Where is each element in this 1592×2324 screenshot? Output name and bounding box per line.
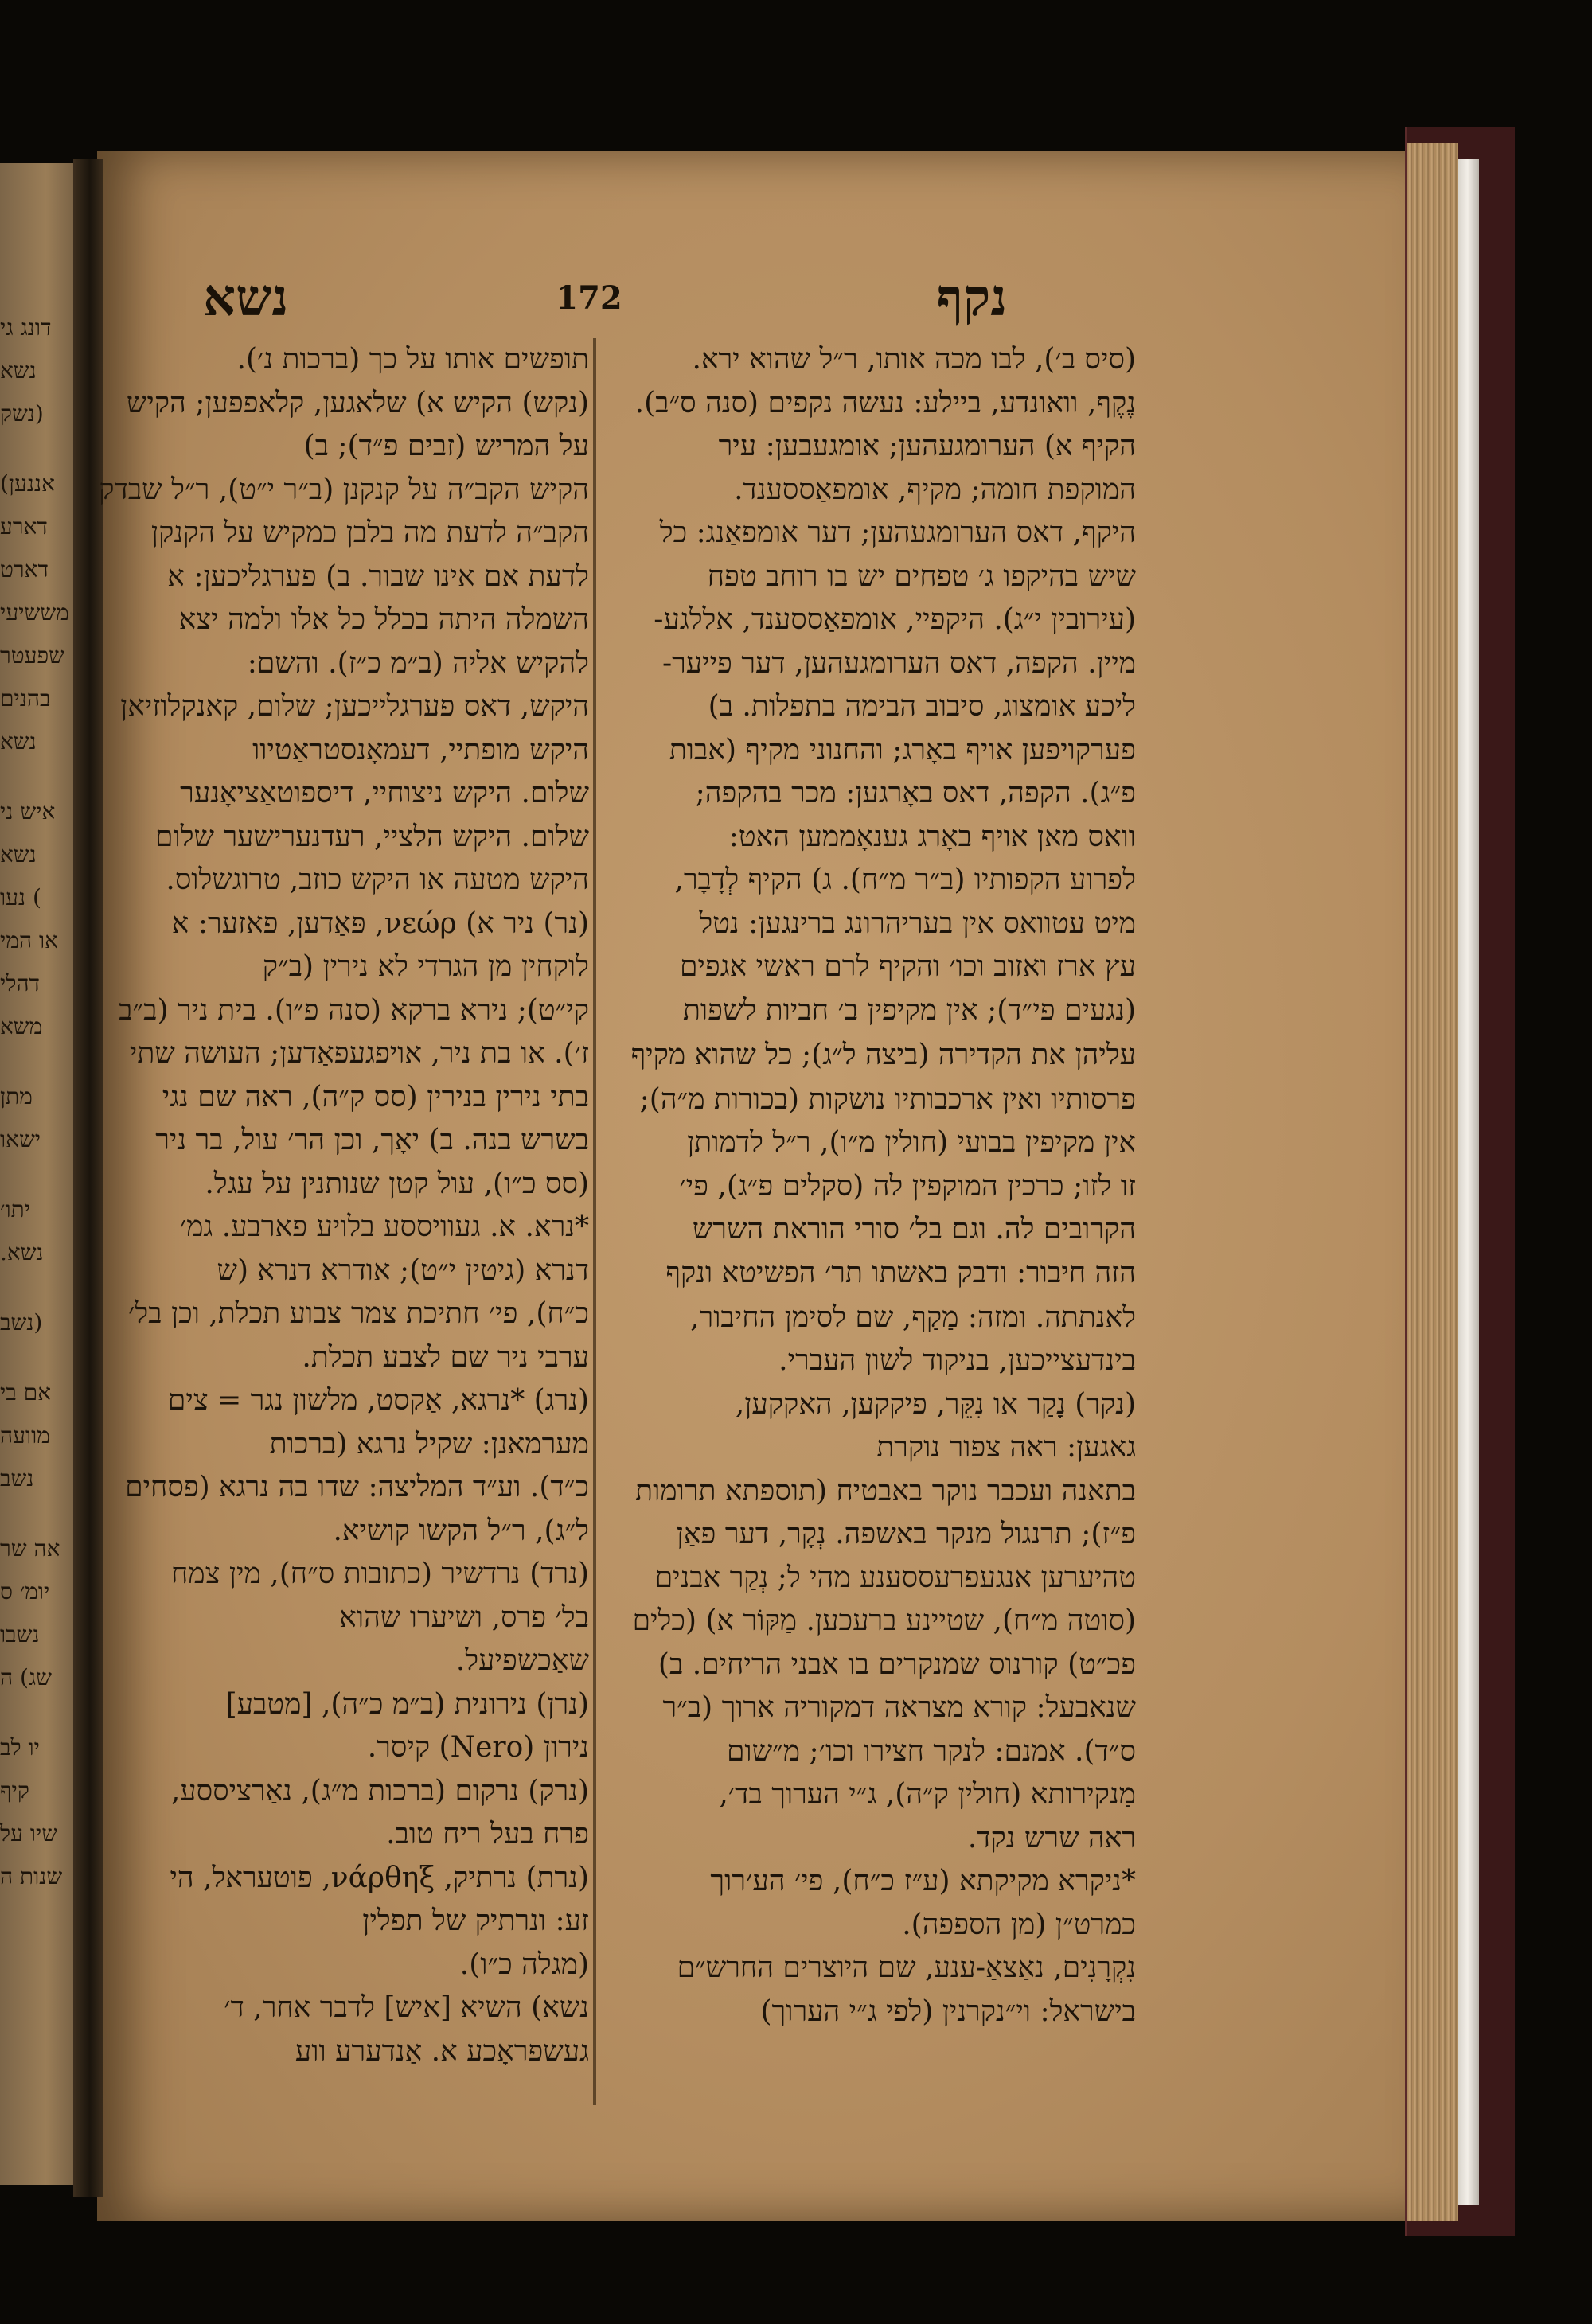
entry-line: להקיש אליה (ב״מ כ״ז). והשם: (247, 646, 589, 680)
left-column (96, 338, 589, 2073)
entry-line: תופשים אותו על כך (ברכות נ׳). (236, 343, 589, 376)
fragment-line: (נשב (0, 1309, 43, 1336)
entry-line: אין מקיפין בבועי (חולין מ״ו), ר״ל לדמותן (687, 1126, 1136, 1159)
entry-line: היקש, דאס פערגלייכען; שלום, קאנקלוזיאן (120, 690, 589, 723)
fragment-line: נשא (0, 841, 37, 868)
entry-line: ערבי ניר שם לצבע תכלת. (302, 1340, 589, 1374)
fragment-line: איש ני (0, 798, 56, 825)
page-number: 172 (556, 279, 622, 317)
entry-line: (סיס ב׳), לבו מכה אותו, ר״ל שהוא ירא. (692, 343, 1136, 376)
entry-line: בתי נירין בנירין (סס ק״ה), ראה שם נגי (162, 1080, 589, 1113)
entry-line: בישראל: וי״נקרנין (לפי ג״י הערוך) (760, 1995, 1136, 2028)
entry-line: געשפראָכע א. אַנדערע ווע (295, 2034, 589, 2068)
entry-line: פרח בעל ריח טוב. (386, 1818, 589, 1850)
entry-line: נִקְרָנִים, נאַצאַ-ענע, שם היוצרים החרש״ם (677, 1952, 1136, 1984)
entry-line: בל׳ פרס, ושיערו שהוא (339, 1601, 589, 1634)
entry-line: מיט עטוואס אין בעריהרונג ברינגען: נטל (699, 907, 1136, 940)
entry-line: נשא) השיא [איש] לדבר אחר, ד׳ (224, 1991, 589, 2024)
entry-line: לפרוע הקפותיו (ב״ר מ״ח). ג) הקיף לְדָבָר, (674, 864, 1136, 896)
fragment-line: שנות ה (0, 1863, 63, 1889)
entry-line: שנאבעל: קורא מצראה דמקוריה ארוך (ב״ר (662, 1691, 1136, 1724)
entry-line: ל״ג), ר״ל הקשו קושיא. (333, 1514, 589, 1547)
entry-line: בתאנה ועכבר נוקר באבטיח (תוספתא תרומות (635, 1474, 1136, 1507)
entry-line: שלום. היקש הלציי, רעדנערישער שלום (155, 820, 589, 853)
entry-line: (מגלה כ״ו). (459, 1948, 589, 1981)
fragment-line: אה שר (0, 1535, 60, 1562)
fragment-line: אננען) (0, 470, 55, 497)
entry-line: שלום. היקש ניצוחיי, דיספוטאַציאָנער (180, 777, 589, 809)
entry-line: על המריש (זבים פ״ד); ב) (303, 430, 589, 462)
entry-line: מערמאנן: שקיל נרגא (ברכות (269, 1427, 589, 1460)
fragment-line: אם בי (0, 1379, 52, 1406)
fragment-line: דונג גי (0, 314, 52, 341)
entry-line: פ״ג). הקפה, דאס באָרגען: מכר בהקפה; (695, 777, 1136, 809)
column-divider (593, 338, 596, 2105)
fragment-line: דארע (0, 513, 48, 540)
entry-line: פרסותיו ואין ארכבותיו נושקות (בכורות מ״ה); (639, 1082, 1136, 1116)
entry-line: היקש מופתיי, דעמאָנסטראַטיוו (252, 733, 589, 766)
entry-line: כ״ח), פי׳ חתיכת צמר צבוע תכלת, וכן בל׳ (128, 1297, 589, 1330)
running-head-right: נקף (936, 268, 1007, 328)
entry-line: (נרן) נירונית (ב״מ כ״ה), [מטבע] (225, 1687, 589, 1721)
entry-line: שיש בהיקפו ג׳ טפחים יש בו רוחב טפח (707, 560, 1136, 593)
entry-line: (סס כ״ו), עול קטן שנותנין על עגל. (205, 1167, 589, 1200)
fragment-line: יתו׳ (0, 1196, 31, 1222)
fragment-line: נשא. (0, 1239, 44, 1265)
fragment-line: שיו על (0, 1820, 58, 1846)
entry-line: (נגעים פי״ד); אין מקיפין ב׳ חביות לשפות (682, 993, 1136, 1027)
entry-line: נֶקֶף, וואונדע, ביילע: נעשה נקפים (סנה ס״ב). (634, 386, 1136, 419)
entry-line: היקש מטעה או היקש כוזב, טרוגשלוס. (166, 864, 589, 896)
entry-line: פ״ז); תרנגול מנקר באשפה. נְקָר, דער פאַן (676, 1518, 1136, 1550)
entry-line: (נר) ניר א) νεώρ, פּאַדען, פאזער: א (171, 907, 589, 940)
fragment-line: מששיעי (0, 599, 69, 626)
entry-line: הקב״ה לדעת מה בלבן כמקיש על הקנקן (150, 517, 589, 549)
entry-line: המוקפת חומה; מקיף, אומפאַססענד. (734, 473, 1136, 506)
fragment-line: מוועה (0, 1422, 50, 1449)
entry-line: שאַכשפיעל. (455, 1644, 589, 1677)
entry-line: (נקר) נָקַר או נִקֵּר, פיקקען, האקקען, (735, 1387, 1136, 1421)
entry-line: הקיף א) הערומגעהען; אומגעבען: עיר (718, 430, 1136, 462)
entry-line: דנרא (גיטין י״ט); אודרא דנרא (ש (217, 1254, 589, 1287)
entry-line: (נרד) נרדשיר (כתובות ס״ח), מין צמח (170, 1558, 589, 1590)
white-page-edge (1458, 159, 1479, 2205)
fragment-line: דארט (0, 556, 49, 583)
fragment-line: יו לב (0, 1734, 40, 1761)
entry-line: (סוטה מ״ח), שטיינע ברעכען. מַקּוֹר א) (כלים (632, 1605, 1136, 1637)
fragment-line: (נשק (0, 400, 44, 427)
entry-line: וואס מאן אויף באָרג גענאָממען האט: (728, 820, 1136, 853)
entry-line: ראה שרש נקד. (967, 1821, 1136, 1854)
entry-line: כ״ד). וע״ד המליצה: שדו בה נרגא (פסחים (125, 1471, 589, 1503)
fragment-line: שג) ה (0, 1664, 52, 1690)
entry-line: כמרט״ן (מן הספפה). (902, 1908, 1136, 1941)
fragment-line: יומ׳ ס (0, 1578, 50, 1605)
entry-line: *נרא. א. געוויססע בלויע פארבע. גמ׳ (179, 1211, 589, 1243)
entry-line: הקיש הקב״ה על קנקנן (ב״ר י״ט), ר״ל שבדק (99, 473, 589, 506)
entry-line: ליכע אומצוג, סיבוב הבימה בתפלות. ב) (708, 690, 1136, 723)
fragment-line: משא (0, 1013, 43, 1039)
entry-line: עליהן את הקדירה (ביצה ל״ג); כל שהוא מקיף (630, 1038, 1136, 1071)
entry-line: ז׳). או בת ניר, אויפגעפאַדען; העושה שתי (129, 1037, 589, 1070)
entry-line: זע: ונרתיק של תפלין (362, 1905, 589, 1937)
page-block-edges (1407, 143, 1458, 2221)
entry-line: הזה חיבור: ודבק באשתו תר׳ הפשיטא ונקף (665, 1256, 1136, 1289)
entry-line: לאנתתה. ומזה: מַקַף, שם לסימן החיבור, (690, 1300, 1136, 1334)
entry-line: קי״ט); נירא ברקא (סנה פ״ו). בית ניר (ב״ב (119, 993, 589, 1027)
entry-line: לוקחין מן הגרדי לא נירין (ב״ק (262, 950, 589, 983)
fragment-line: או המי (0, 927, 58, 953)
entry-line: לדעת אם אינו שבור. ב) פערגליכען: א (167, 560, 589, 593)
entry-line: (נקש) הקיש א) שלאגען, קלאפפען; הקיש (126, 386, 589, 419)
entry-line: (נרת) נרתיק, νάρθηξ, פוטעראל, הי (170, 1861, 589, 1894)
fragment-line: דהלי (0, 970, 41, 996)
entry-line: מַנקירותא (חולין ק״ה), ג״י הערוך בד׳, (719, 1778, 1136, 1811)
entry-line: הקרובים לה. וגם בל׳ סורי הוראת השרש (692, 1213, 1136, 1246)
fragment-line: שפעטר (0, 642, 65, 669)
entry-line: (עירובין י״ג). היקפיי, אומפאַססענד, אללגע- (654, 603, 1136, 636)
running-head-left: נשא (203, 268, 289, 328)
fragment-line: נשא (0, 357, 37, 384)
entry-line: היקף, דאס הערומגעהען; דער אומפאַנג: כל (659, 517, 1136, 549)
entry-line: פכ״ט) קורנוס שמנקרים בו אבני הריחים. ב) (657, 1647, 1136, 1681)
fragment-line: נשב (0, 1465, 34, 1491)
entry-line: נירון (Nero) קיסר. (367, 1731, 589, 1764)
entry-line: פערקויפען אויף באָרג; והחנוני מקיף (אבות (669, 733, 1136, 766)
fragment-line: נשא (0, 728, 37, 755)
entry-line: טהיערען אנגעפרעססענע מהי ל; נְקַר אבנים (654, 1561, 1136, 1594)
entry-line: (נרג) *נרגא, אַקסט, מלשון נגר = צים (167, 1384, 589, 1417)
right-column (599, 338, 1136, 2034)
entry-line: זו לזו; כרכין המוקפין לה (סקלים פ״ג), פי׳ (679, 1169, 1136, 1203)
entry-line: עץ ארז ואזוב וכו׳ והקיף לרם ראשי אגפים (679, 950, 1136, 983)
entry-line: בינדעצייכען, בניקוד לשון העברי. (778, 1344, 1136, 1377)
entry-line: (נרק) נרקום (ברכות מ״ג), נאַרציססע, (170, 1774, 589, 1807)
fragment-line: קיף (0, 1777, 29, 1803)
fragment-line: ) נעו (0, 884, 41, 910)
fragment-line: ישאו (0, 1126, 41, 1152)
fragment-line: בהנים (0, 685, 51, 712)
entry-line: מיין. הקפה, דאס הערומגעהען, דער פייער- (661, 646, 1136, 680)
entry-line: גאגען: ראה צפור נוקרת (876, 1431, 1136, 1464)
entry-line: *ניקרא מקיקתא (ע״ז כ״ח), פי׳ הע׳רוך (710, 1865, 1136, 1897)
fragment-line: נשבו (0, 1621, 40, 1647)
entry-line: בשרש בנה. ב) יאָך, וכן הר׳ עול, בר ניר (155, 1124, 589, 1156)
entry-line: השמלה היתה בכלל כל אלו ולמה יצא (178, 603, 589, 636)
entry-line: ס״ד). אמנם: לנקר חצירו וכו׳; מ״שום (726, 1734, 1136, 1768)
fragment-line: מתן (0, 1083, 33, 1109)
